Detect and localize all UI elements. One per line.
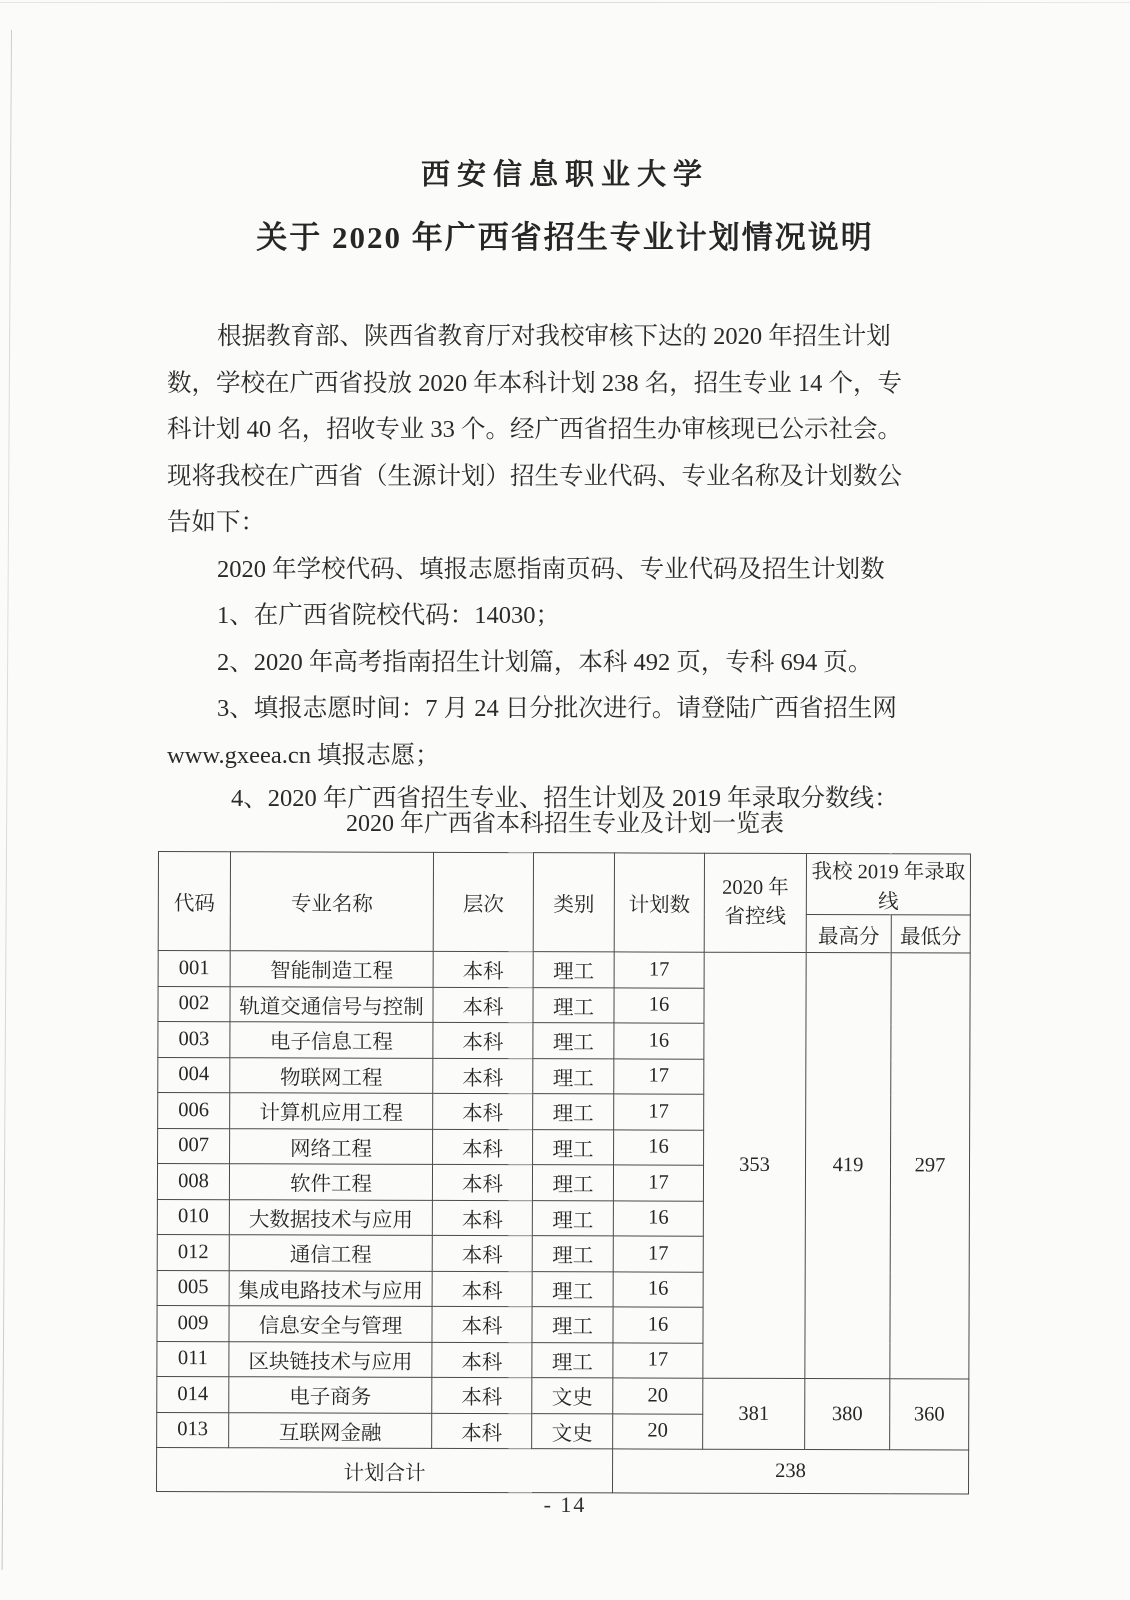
cell-code: 014 [157, 1377, 229, 1413]
cell-plan: 17 [614, 1058, 704, 1094]
cell-total-value: 238 [612, 1449, 968, 1494]
cell-level: 本科 [433, 987, 533, 1023]
body-line: 数，学校在广西省投放 2020 年本科计划 238 名，招生专业 14 个，专 [167, 369, 902, 397]
body-line-item-1: 1、在广西省院校代码：14030； [217, 602, 560, 629]
cell-plan: 16 [614, 1023, 704, 1059]
cell-major: 智能制造工程 [230, 951, 433, 987]
scan-top-edge [0, 2, 1130, 3]
cell-plan: 16 [613, 1200, 703, 1236]
cell-level: 本科 [432, 1377, 532, 1413]
cell-min-score-wenshi: 360 [890, 1379, 969, 1450]
table-row [157, 1377, 969, 1415]
cell-category: 理工 [533, 1129, 614, 1165]
cell-category: 理工 [532, 1342, 613, 1378]
body-line: 科计划 40 名，招收专业 33 个。经广西省招生办审核现已公示社会。 [167, 416, 902, 443]
cell-code: 005 [157, 1270, 229, 1306]
cell-major: 通信工程 [229, 1235, 432, 1271]
cell-major: 电子商务 [229, 1377, 432, 1413]
document-body [167, 314, 942, 821]
header-admit-2019: 我校 2019 年录取线 [806, 854, 970, 916]
cell-code: 010 [157, 1199, 229, 1235]
cell-plan: 17 [614, 1094, 704, 1130]
body-line: 根据教育部、陕西省教育厅对我校审核下达的 2020 年招生计划 [217, 323, 891, 350]
cell-category: 理工 [533, 1058, 614, 1094]
cell-total-label: 计划合计 [156, 1448, 612, 1493]
cell-major: 信息安全与管理 [229, 1306, 432, 1342]
cell-plan: 17 [613, 1165, 703, 1201]
cell-plan: 16 [614, 987, 704, 1023]
header-max-score: 最高分 [806, 915, 891, 953]
cell-code: 012 [157, 1235, 229, 1271]
cell-category: 理工 [533, 952, 614, 988]
cell-plan: 17 [613, 1236, 703, 1272]
cell-level: 本科 [432, 1235, 532, 1271]
cell-max-score-ligong: 419 [805, 953, 891, 1379]
doc-title-subject: 关于 2020 年广西省招生专业计划情况说明 [256, 220, 874, 255]
cell-category: 理工 [533, 987, 614, 1023]
scan-left-edge-line [2, 30, 12, 1570]
cell-code: 013 [157, 1412, 229, 1448]
cell-level: 本科 [432, 1342, 532, 1378]
cell-plan: 17 [614, 952, 704, 988]
table-title: 2020 年广西省本科招生专业及计划一览表 [346, 811, 784, 837]
header-plan: 计划数 [614, 853, 704, 952]
cell-category: 理工 [533, 1094, 614, 1130]
cell-level: 本科 [432, 1306, 532, 1342]
enrollment-plan-table-wrap [156, 851, 970, 1495]
cell-code: 007 [158, 1128, 230, 1164]
table-header-row-1 [158, 852, 970, 916]
cell-major: 物联网工程 [230, 1057, 433, 1093]
cell-control-line-ligong: 353 [703, 952, 806, 1378]
cell-level: 本科 [433, 951, 533, 987]
page-number: - 14 [543, 1492, 587, 1517]
body-line-item-3: 3、填报志愿时间：7 月 24 日分批次进行。请登陆广西省招生网 [217, 695, 897, 722]
table-row [158, 951, 970, 989]
cell-major: 轨道交通信号与控制 [230, 986, 433, 1022]
cell-level: 本科 [433, 1022, 533, 1058]
cell-major: 区块链技术与应用 [229, 1341, 432, 1377]
cell-major: 网络工程 [230, 1128, 433, 1164]
cell-level: 本科 [432, 1271, 532, 1307]
cell-category: 文史 [532, 1378, 613, 1414]
cell-plan: 16 [613, 1271, 703, 1307]
header-control-line-year: 2020 年 [722, 876, 789, 899]
cell-code: 001 [158, 951, 230, 987]
enrollment-plan-table [156, 851, 971, 1495]
body-line-item-2: 2、2020 年高考指南招生计划篇，本科 492 页，专科 694 页。 [217, 648, 873, 676]
body-line-url: www.gxeea.cn 填报志愿； [167, 741, 440, 769]
cell-category: 理工 [532, 1307, 613, 1343]
cell-major: 集成电路技术与应用 [229, 1270, 432, 1306]
cell-category: 理工 [532, 1271, 613, 1307]
header-min-score: 最低分 [891, 915, 970, 953]
cell-major: 电子信息工程 [230, 1022, 433, 1058]
header-major: 专业名称 [230, 852, 433, 952]
cell-level: 本科 [432, 1200, 532, 1236]
cell-code: 011 [157, 1341, 229, 1377]
doc-title-organization: 西安信息职业大学 [420, 159, 709, 191]
cell-level: 本科 [433, 1058, 533, 1094]
cell-code: 004 [158, 1057, 230, 1093]
table-footer-row [156, 1448, 968, 1495]
cell-major: 软件工程 [229, 1164, 432, 1200]
cell-code: 008 [157, 1164, 229, 1200]
cell-category: 理工 [532, 1165, 613, 1201]
cell-plan: 17 [613, 1342, 703, 1378]
cell-plan: 20 [613, 1413, 703, 1449]
header-level: 层次 [433, 852, 533, 951]
body-line-item-4: 4、2020 年广西省招生专业、招生计划及 2019 年录取分数线： [231, 785, 899, 812]
cell-level: 本科 [432, 1164, 532, 1200]
header-control-line-label: 省控线 [724, 905, 787, 928]
cell-category: 理工 [533, 1023, 614, 1059]
cell-level: 本科 [433, 1129, 533, 1165]
cell-plan: 16 [614, 1129, 704, 1165]
header-category: 类别 [533, 853, 614, 952]
cell-control-line-wenshi: 381 [703, 1378, 805, 1449]
cell-max-score-wenshi: 380 [805, 1379, 890, 1450]
cell-plan: 20 [613, 1378, 703, 1414]
cell-code: 006 [158, 1093, 230, 1129]
cell-category: 理工 [532, 1200, 613, 1236]
cell-plan: 16 [613, 1307, 703, 1343]
cell-min-score-ligong: 297 [890, 953, 970, 1379]
cell-code: 003 [158, 1022, 230, 1058]
body-line: 告如下： [167, 509, 265, 536]
cell-major: 计算机应用工程 [230, 1093, 433, 1129]
cell-major: 大数据技术与应用 [229, 1199, 432, 1235]
cell-category: 文史 [532, 1413, 613, 1449]
body-line: 2020 年学校代码、填报志愿指南页码、专业代码及招生计划数 [217, 555, 885, 583]
cell-level: 本科 [433, 1093, 533, 1129]
cell-category: 理工 [532, 1236, 613, 1272]
cell-level: 本科 [432, 1413, 532, 1449]
header-code: 代码 [158, 852, 230, 951]
cell-major: 互联网金融 [229, 1412, 432, 1448]
cell-code: 002 [158, 986, 230, 1022]
header-control-line [704, 853, 806, 952]
cell-code: 009 [157, 1306, 229, 1342]
body-line: 现将我校在广西省（生源计划）招生专业代码、专业名称及计划数公 [167, 462, 902, 490]
